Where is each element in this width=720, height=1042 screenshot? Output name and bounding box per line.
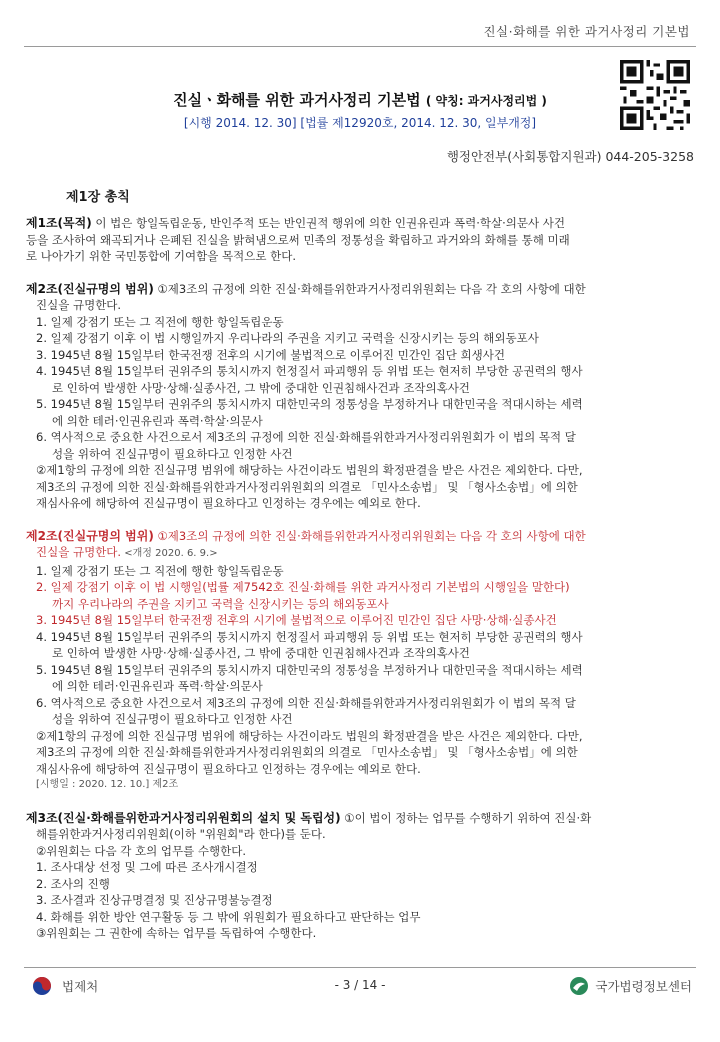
list-item: 3. 1945년 8월 15일부터 한국전쟁 전후의 시기에 불법적으로 이루어진 민간인 집단 희생사건 <box>36 347 505 362</box>
paragraph: ②위원회는 다음 각 호의 업무를 수행한다. <box>36 843 246 858</box>
footer-right <box>569 976 692 996</box>
paragraph: 재심사유에 해당하여 진실규명이 필요하다고 인정하는 경우에는 예외로 한다. <box>36 761 421 776</box>
article-2-text: 진실을 규명한다. <box>36 298 122 312</box>
paragraph: ②제1항의 규정에 의한 진실규명 범위에 해당하는 사건이라도 법원의 확정판결을 받은 사건은 제외한다. 다만, <box>36 463 583 477</box>
list-item: 5. 1945년 8월 15일부터 권위주의 통치시까지 대한민국의 정통성을 부정하거나 대한민국을 적대시하는 세력 <box>36 397 583 411</box>
article-3-text: 해를위한과거사정리위원회(이하 "위원회"라 한다)를 둔다. <box>36 827 326 841</box>
list-item: 5. 1945년 8월 15일부터 권위주의 통치시까지 대한민국의 정통성을 부정하거나 대한민국을 적대시하는 세력 <box>36 662 583 677</box>
list-item: 6. 역사적으로 중요한 사건으로서 제3조의 규정에 의한 진실·화해를위한과거사정리위원회가 이 법의 목적 달 <box>36 430 576 444</box>
article-2-amended-text: 진실을 규명한다. <box>36 545 122 559</box>
article-1-text: 이 법은 항일독립운동, 반인주적 또는 반인권적 행위에 의한 인권유린과 폭력·학살·의문사 사건 <box>91 216 566 230</box>
article-2-text: ①제3조의 규정에 의한 진실·화해를위한과거사정리위원회는 다음 각 호의 사항에 대한 <box>153 281 586 296</box>
article-3-heading: 제3조(진실·화해를위한과거사정리위원회의 설치 및 독립성) <box>26 810 341 825</box>
list-item: 1. 일제 강점기 또는 그 직전에 행한 항일독립운동 <box>36 563 284 578</box>
paragraph: 재심사유에 해당하여 진실규명이 필요하다고 인정하는 경우에는 예외로 한다. <box>36 496 421 510</box>
list-item: 3. 조사결과 진상규명결정 및 진상규명불능결정 <box>36 893 273 907</box>
footer-center-label: 국가법령정보센터 <box>595 979 692 994</box>
law-center-logo-icon <box>569 976 589 996</box>
article-2 <box>26 281 696 512</box>
article-1-text: 로 나아가기 위한 국민통합에 기여함을 목적으로 한다. <box>26 249 296 263</box>
document-body <box>26 186 696 958</box>
amendment-note: <개정 2020. 6. 9.> <box>121 548 218 559</box>
list-item: 성을 위하여 진실규명이 필요하다고 인정한 사건 <box>52 446 293 461</box>
qr-code-icon <box>620 60 690 130</box>
title-abbreviation: ( 약칭: 과거사정리법 ) <box>425 94 547 108</box>
article-1-text: 등을 조사하여 왜곡되거나 은폐된 진실을 밝혀냄으로써 민족의 정통성을 확립하고 과거와의 화해를 통해 미래 <box>26 232 570 247</box>
paragraph: 제3조의 규정에 의한 진실·화해를위한과거사정리위원회의 의결로 「민사소송법」 및 「형사소송법」에 의한 <box>36 479 578 494</box>
document-title <box>100 89 620 110</box>
article-3-text: ①이 법이 정하는 업무를 수행하기 위하여 진실·화 <box>340 810 592 825</box>
article-2-amended-heading: 제2조(진실규명의 범위) <box>26 528 154 543</box>
article-3 <box>26 810 696 942</box>
paragraph: ②제1항의 규정에 의한 진실규명 범위에 해당하는 사건이라도 법원의 확정판결을 받은 사건은 제외한다. 다만, <box>36 728 583 743</box>
paragraph: 제3조의 규정에 의한 진실·화해를위한과거사정리위원회의 의결로 「민사소송법」 및 「형사소송법」에 의한 <box>36 745 578 759</box>
list-item: 2. 조사의 진행 <box>36 876 110 891</box>
list-item: 4. 1945년 8월 15일부터 권위주의 통치시까지 헌정질서 파괴행위 등 위법 또는 현저히 부당한 공권력의 행사 <box>36 364 583 378</box>
footer-divider <box>24 967 696 968</box>
page-number: - 3 / 14 - <box>334 978 386 992</box>
list-item: 4. 1945년 8월 15일부터 권위주의 통치시까지 헌정질서 파괴행위 등 위법 또는 현저히 부당한 공권력의 행사 <box>36 629 583 644</box>
list-item: 3. 1945년 8월 15일부터 한국전쟁 전후의 시기에 불법적으로 이루어진 민간인 집단 사망·상해·실종사건 <box>36 613 557 627</box>
effective-date-note: [시행일 : 2020. 12. 10.] 제2조 <box>36 779 179 790</box>
header-divider <box>24 46 696 47</box>
list-item: 2. 일제 강점기 이후 이 법 시행일까지 우리나라의 주권을 지키고 국력을 신장시키는 등의 해외동포사 <box>36 331 539 345</box>
paragraph: ③위원회는 그 권한에 속하는 업무를 독립하여 수행한다. <box>36 926 317 940</box>
article-1 <box>26 215 696 265</box>
list-item: 2. 일제 강점기 이후 이 법 시행일(법률 제7542호 진실·화해를 위한 과거사정리 기본법의 시행일을 말한다) <box>36 580 570 594</box>
list-item: 로 인하여 발생한 사망·상해·실종사건, 그 밖에 중대한 인권침해사건과 조작의혹사건 <box>52 646 470 660</box>
list-item: 까지 우리나라의 주권을 지키고 국력을 신장시키는 등의 해외동포사 <box>52 596 389 611</box>
list-item: 성을 위하여 진실규명이 필요하다고 인정한 사건 <box>52 712 293 726</box>
article-2-amended <box>26 528 696 794</box>
list-item: 6. 역사적으로 중요한 사건으로서 제3조의 규정에 의한 진실·화해를위한과거사정리위원회가 이 법의 목적 달 <box>36 695 576 710</box>
enforcement-info: [시행 2014. 12. 30] [법률 제12920호, 2014. 12. 30, 일부개정] <box>183 116 537 130</box>
article-1-heading: 제1조(목적) <box>26 216 92 230</box>
running-header: 진실·화해를 위한 과거사정리 기본법 <box>483 24 690 39</box>
list-item: 에 의한 테러·인권유린과 폭력·학살·의문사 <box>52 413 263 428</box>
chapter-heading: 제1장 총칙 <box>66 190 130 205</box>
article-2-amended-text: ①제3조의 규정에 의한 진실·화해를위한과거사정리위원회는 다음 각 호의 사항에 대한 <box>153 528 586 543</box>
title-main: 진실ㆍ화해를 위한 과거사정리 기본법 <box>173 91 421 109</box>
list-item: 로 인하여 발생한 사망·상해·실종사건, 그 밖에 중대한 인권침해사건과 조작의혹사건 <box>52 380 470 395</box>
list-item: 1. 일제 강점기 또는 그 직전에 행한 항일독립운동 <box>36 314 284 329</box>
list-item: 1. 조사대상 선정 및 그에 따른 조사개시결정 <box>36 860 258 874</box>
list-item: 에 의한 테러·인권유린과 폭력·학살·의문사 <box>52 679 263 693</box>
article-2-heading: 제2조(진실규명의 범위) <box>26 281 154 296</box>
list-item: 4. 화해를 위한 방안 연구활동 등 그 밖에 위원회가 필요하다고 판단하는 업무 <box>36 909 421 924</box>
footer-ministry-label: 법제처 <box>62 979 99 994</box>
ministry-contact: 행정안전부(사회통합지원과) 044-205-3258 <box>446 149 694 164</box>
